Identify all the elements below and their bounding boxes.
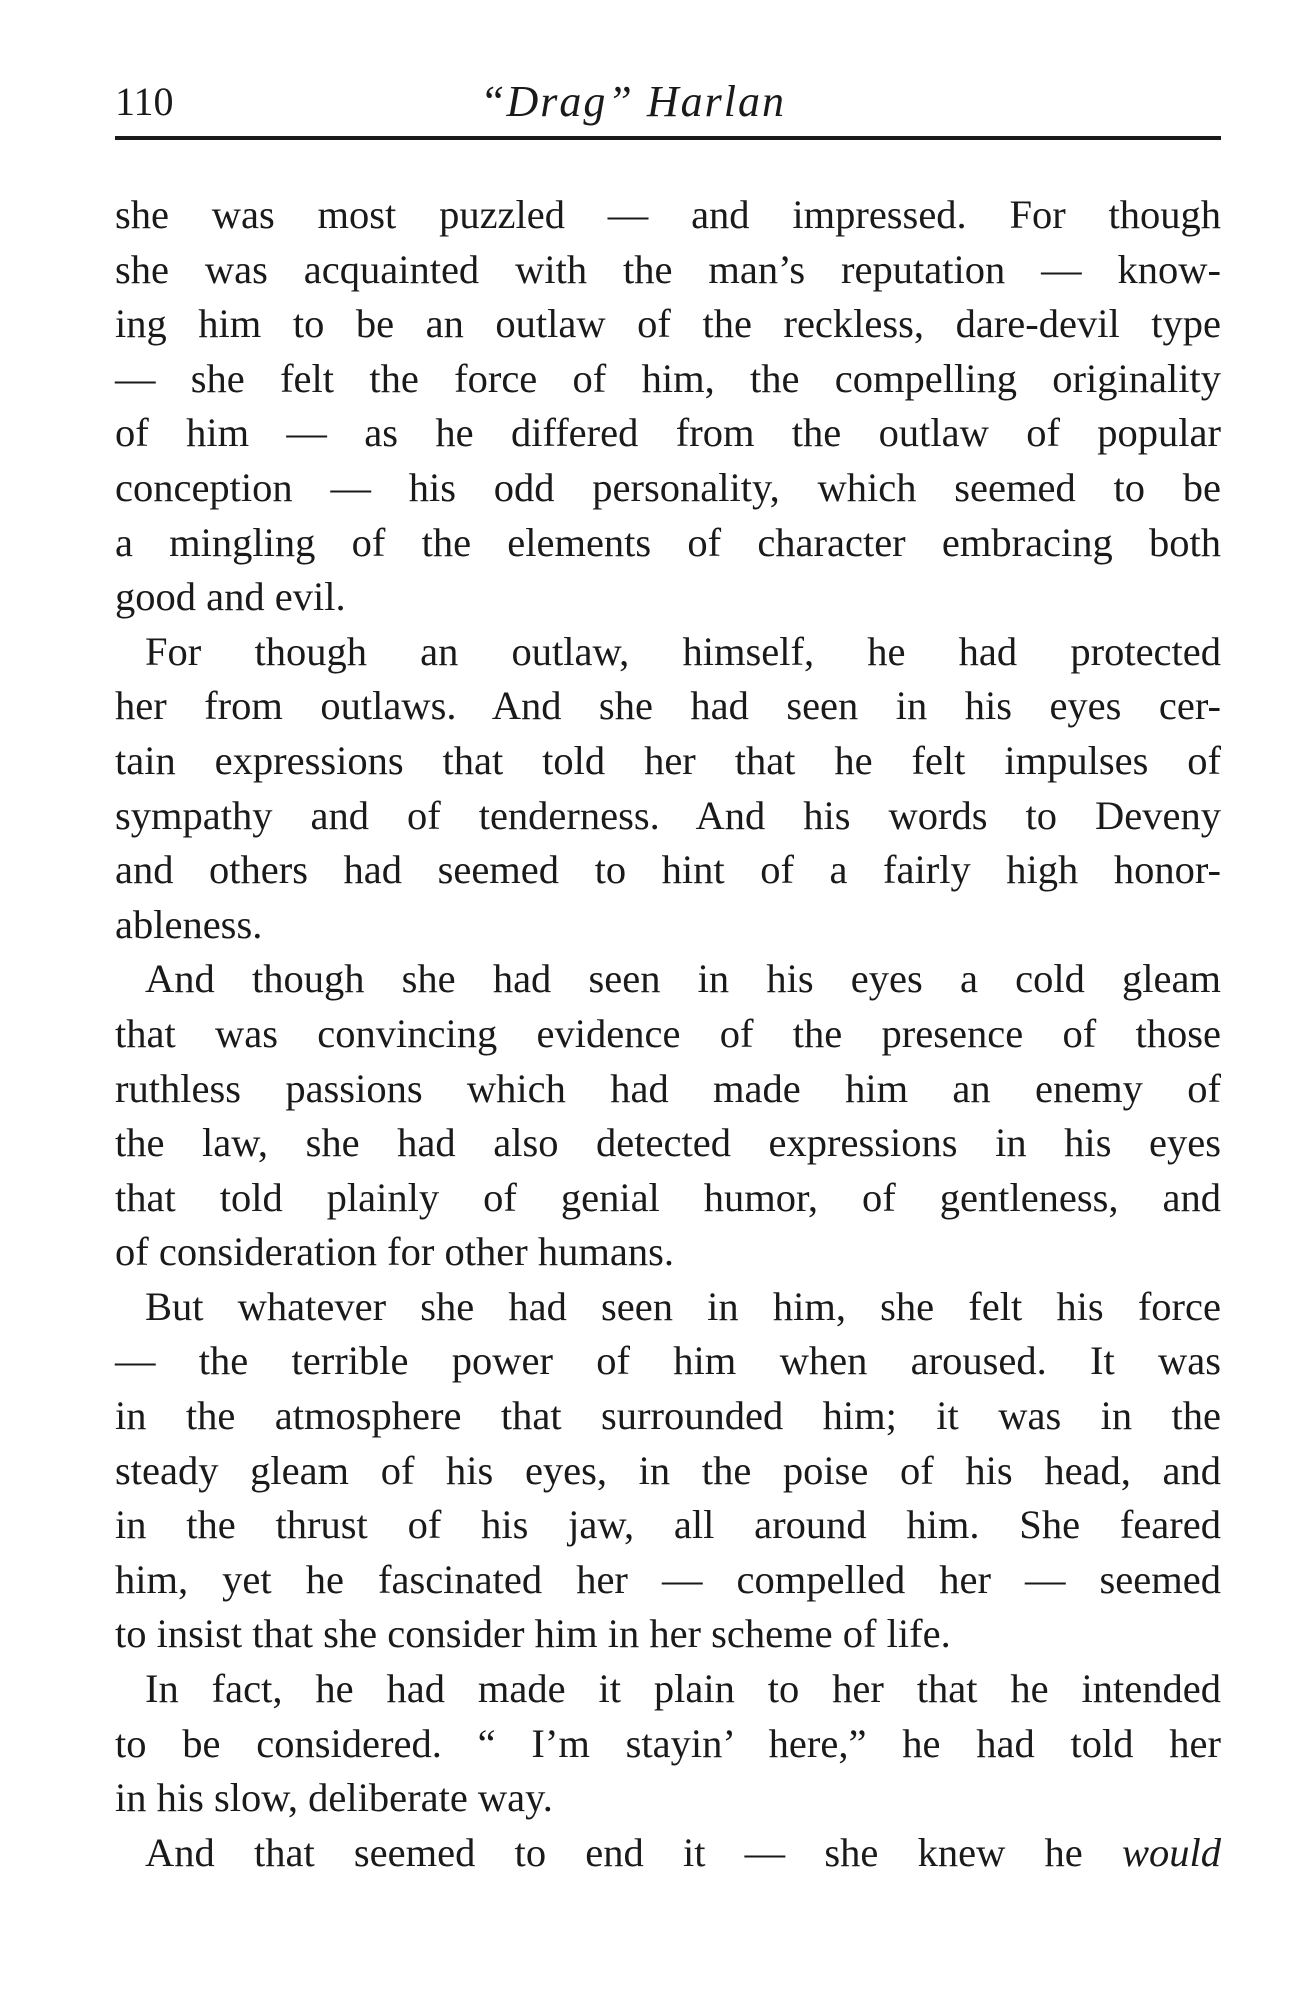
- text-line: in the thrust of his jaw, all around him. She feared: [115, 1502, 1221, 1548]
- text-line-final: [115, 1826, 1221, 1881]
- text-line: she was most puzzled — and impressed. For though: [115, 192, 1221, 237]
- text-line: — the terrible power of him when aroused. It was: [115, 1338, 1221, 1384]
- text-line: sympathy and of tenderness. And his words to Deveny: [115, 792, 1221, 838]
- text-line: For though an outlaw, himself, he had protected: [145, 628, 1221, 674]
- text-line: And though she had seen in his eyes a cold gleam: [145, 956, 1221, 1002]
- text-line: good and evil.: [115, 574, 346, 620]
- paragraph: [115, 952, 1221, 1280]
- text-line: of him — as he differed from the outlaw of popular: [115, 410, 1221, 456]
- page-number: 110: [115, 79, 174, 124]
- text-line: in the atmosphere that surrounded him; it was in the: [115, 1393, 1221, 1439]
- text-line: — she felt the force of him, the compelling originality: [115, 355, 1221, 401]
- body-text: [115, 188, 1221, 1880]
- text-line: the law, she had also detected expressions in his eyes: [115, 1120, 1221, 1166]
- text-line: that was convincing evidence of the presence of those: [115, 1010, 1221, 1056]
- italic-word: would: [1121, 1829, 1221, 1875]
- text-line: ruthless passions which had made him an enemy of: [115, 1065, 1221, 1111]
- text-line: tain expressions that told her that he felt impulses of: [115, 737, 1221, 783]
- text-line: him, yet he fascinated her — compelled her — seemed: [115, 1556, 1221, 1602]
- text-line: to be considered. “ I’m stayin’ here,” he had told her: [115, 1720, 1221, 1766]
- text-line: In fact, he had made it plain to her that he intended: [145, 1666, 1221, 1712]
- text-line: conception — his odd personality, which seemed to be: [115, 464, 1221, 510]
- paragraph: [115, 625, 1221, 953]
- header-rule: [115, 136, 1221, 140]
- text-line: of consideration for other humans.: [115, 1229, 674, 1275]
- text-line: ableness.: [115, 901, 263, 947]
- text-line: her from outlaws. And she had seen in his eyes cer-: [115, 683, 1221, 729]
- text-line: But whatever she had seen in him, she felt his force: [145, 1283, 1221, 1329]
- paragraph: [115, 1280, 1221, 1662]
- text-line: she was acquainted with the man’s reputation — know-: [115, 246, 1221, 292]
- text-line: to insist that she consider him in her scheme of life.: [115, 1611, 951, 1657]
- text-line: and others had seemed to hint of a fairly high honor-: [115, 847, 1221, 893]
- paragraph: [115, 1826, 1221, 1881]
- running-header: [115, 78, 1221, 138]
- text-line: a mingling of the elements of character embracing both: [115, 519, 1221, 565]
- paragraph: [115, 1662, 1221, 1826]
- text-line: ing him to be an outlaw of the reckless, dare-devil type: [115, 301, 1221, 347]
- text-line: in his slow, deliberate way.: [115, 1775, 553, 1821]
- text-line-final-start: And that seemed to end it — she knew he: [145, 1829, 1083, 1875]
- text-line: that told plainly of genial humor, of gentleness, and: [115, 1174, 1221, 1220]
- running-title: “Drag” Harlan: [480, 77, 786, 126]
- paragraph: [115, 188, 1221, 625]
- text-line: steady gleam of his eyes, in the poise of his head, and: [115, 1447, 1221, 1493]
